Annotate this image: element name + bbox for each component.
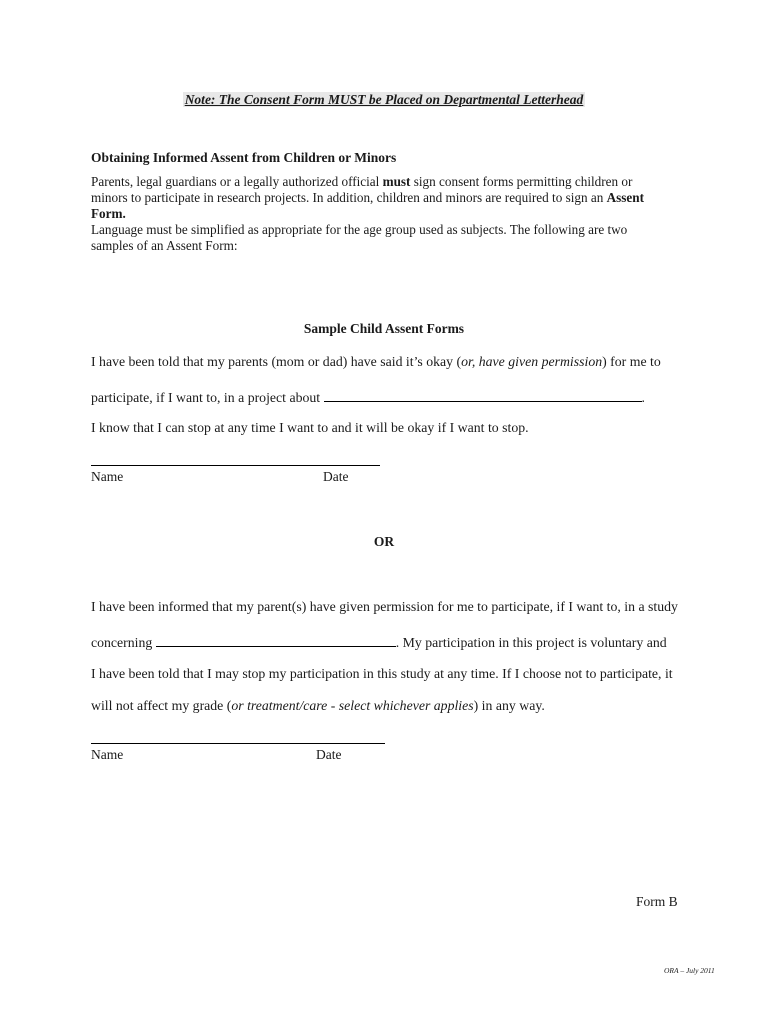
intro-line-1: Parents, legal guardians or a legally authorized official must sign consent forms permitting children or — [91, 174, 633, 189]
letterhead-note: Note: The Consent Form MUST be Placed on Departmental Letterhead — [184, 92, 584, 107]
sample-title: Sample Child Assent Forms — [303, 321, 465, 336]
date-label-2: Date — [316, 747, 342, 762]
form2-line-1: I have been informed that my parent(s) have given permission for me to participate, if I want to, in a study — [91, 599, 678, 614]
form-label: Form B — [636, 894, 678, 909]
name-label-1: Name — [91, 469, 124, 484]
form2-line-4: will not affect my grade (or treatment/care - select whichever applies) in any way. — [91, 698, 545, 713]
form2-line-3: I have been told that I may stop my participation in this study at any time. If I choose not to participate, it — [91, 666, 673, 681]
date-label-1: Date — [323, 469, 349, 484]
intro-line-5: samples of an Assent Form: — [91, 238, 238, 253]
form1-line-2: participate, if I want to, in a project about . — [91, 390, 645, 405]
section-heading: Obtaining Informed Assent from Children or Minors — [91, 150, 397, 165]
project-blank-field[interactable] — [324, 388, 642, 402]
study-blank-field[interactable] — [156, 633, 396, 647]
signature-line-2[interactable] — [91, 743, 385, 744]
intro-line-3: Form. — [91, 206, 126, 221]
footer-text: ORA – July 2011 — [664, 966, 715, 975]
intro-line-2: minors to participate in research projects. In addition, children and minors are required to sign an Assent — [91, 190, 644, 205]
signature-line-1[interactable] — [91, 465, 380, 466]
or-divider: OR — [373, 534, 395, 549]
form1-line-3: I know that I can stop at any time I want to and it will be okay if I want to stop. — [91, 420, 529, 435]
name-label-2: Name — [91, 747, 124, 762]
intro-paragraph — [91, 174, 679, 254]
form2-line-2: concerning . My participation in this project is voluntary and — [91, 635, 667, 650]
form1-line-1: I have been told that my parents (mom or dad) have said it’s okay (or, have given permission) for me to — [91, 354, 661, 369]
intro-line-4: Language must be simplified as appropriate for the age group used as subjects. The following are two — [91, 222, 628, 237]
